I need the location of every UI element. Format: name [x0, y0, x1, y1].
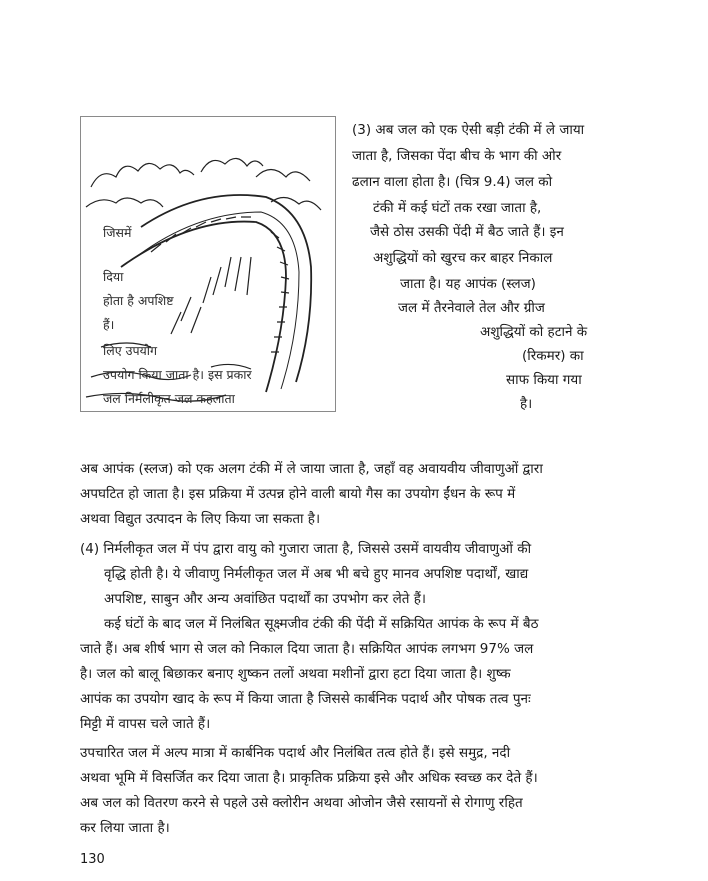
- fig-side-line: जाता है, जिसका पेंदा बीच के भाग की ओर: [352, 148, 562, 164]
- text-line: अथवा विद्युत उत्पादन के लिए किया जा सकता है।: [80, 511, 321, 527]
- text-line: अपघटित हो जाता है। इस प्रक्रिया में उत्पन्न होने वाली बायो गैस का उपयोग ईंधन के रूप में: [80, 486, 516, 502]
- page-number: 130: [80, 852, 105, 867]
- paragraph-sludge: [80, 457, 543, 532]
- text-line: मिट्टी में वापस चले जाते हैं।: [80, 716, 211, 732]
- text-line: कई घंटों के बाद जल में निलंबित सूक्ष्मजीव टंकी की पेंदी में सक्रियित आपंक के रूप में बैठ: [104, 616, 539, 632]
- text-line: कर लिया जाता है।: [80, 820, 170, 836]
- figure-overlay-text: उपयोग किया जाता है। इस प्रकार: [103, 367, 252, 382]
- paragraph-treated-water: [80, 741, 538, 841]
- fig-side-line: जैसे ठोस उसकी पेंदी में बैठ जाते हैं। इन: [370, 224, 564, 240]
- text-line: अब जल को वितरण करने से पहले उसे क्लोरीन अथवा ओजोन जैसे रसायनों से रोगाणु रहित: [80, 795, 523, 811]
- fig-side-line: जाता है। यह आपंक (स्लज): [400, 276, 536, 292]
- fig-side-line: अशुद्धियों को हटाने के: [480, 324, 588, 340]
- text-line: अपशिष्ट, साबुन और अन्य अवांछित पदार्थों का उपभोग कर लेते हैं।: [104, 591, 426, 607]
- paragraph-step-4: [80, 537, 531, 612]
- text-line: है। जल को बालू बिछाकर बनाए शुष्कन तलों अथवा मशीनों द्वारा हटा दिया जाता है। शुष्क: [80, 666, 511, 682]
- figure-overlay-text: जिसमें: [103, 225, 132, 240]
- figure-sedimentation-tank: [80, 116, 336, 412]
- fig-side-line: जल में तैरनेवाले तेल और ग्रीज: [398, 300, 545, 316]
- fig-side-line: है।: [520, 396, 533, 412]
- figure-overlay-text: दिया: [103, 269, 124, 284]
- fig-side-line: ढलान वाला होता है। (चित्र 9.4) जल को: [352, 174, 553, 190]
- paragraph-activated-sludge: [80, 612, 538, 737]
- fig-side-line: (रिकमर) का: [522, 348, 584, 364]
- text-line: आपंक का उपयोग खाद के रूप में किया जाता है जिससे कार्बनिक पदार्थ और पोषक तत्व पुनः: [80, 691, 531, 707]
- text-line: (4) निर्मलीकृत जल में पंप द्वारा वायु को गुजारा जाता है, जिससे उसमें वायवीय जीवाणुओं की: [80, 541, 532, 557]
- figure-overlay-text: होता है अपशिष्ट: [103, 293, 174, 308]
- text-line: अब आपंक (स्लज) को एक अलग टंकी में ले जाया जाता है, जहाँ वह अवायवीय जीवाणुओं द्वारा: [80, 461, 543, 477]
- text-line: अथवा भूमि में विसर्जित कर दिया जाता है। प्राकृतिक प्रक्रिया इसे और अधिक स्वच्छ कर देते हैं।: [80, 770, 538, 786]
- text-line: उपचारित जल में अल्प मात्रा में कार्बनिक पदार्थ और निलंबित तत्व होते हैं। इसे समुद्र, नदी: [80, 745, 511, 761]
- fig-side-line: अशुद्धियों को खुरच कर बाहर निकाल: [373, 250, 553, 266]
- fig-side-line: (3) अब जल को एक ऐसी बड़ी टंकी में ले जाया: [352, 122, 585, 138]
- text-line: जाते हैं। अब शीर्ष भाग से जल को निकाल दिया जाता है। सक्रियित आपंक लगभग 97% जल: [80, 641, 534, 657]
- fig-side-line: साफ किया गया: [506, 372, 582, 388]
- figure-overlay-text: हैं।: [103, 317, 115, 332]
- text-line: वृद्धि होती है। ये जीवाणु निर्मलीकृत जल में अब भी बचे हुए मानव अपशिष्ट पदार्थों, खाद्य: [104, 566, 529, 582]
- fig-side-line: टंकी में कई घंटों तक रखा जाता है,: [373, 200, 542, 216]
- figure-overlay-text: जल निर्मलीकृत जल कहलाता: [103, 391, 235, 406]
- figure-overlay-text: लिए उपयोग: [103, 343, 158, 358]
